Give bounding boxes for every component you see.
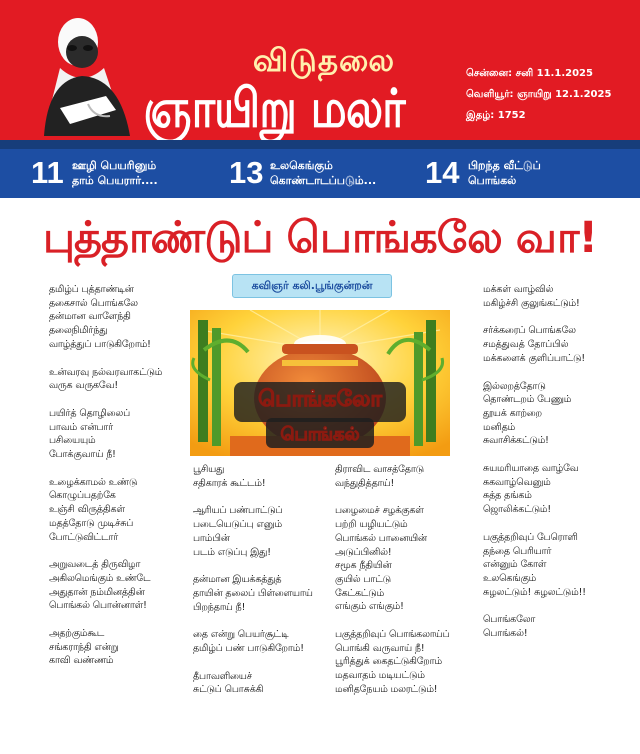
contents-item[interactable]: [31, 149, 211, 198]
poem-line: தீபாவளியைச்: [193, 670, 252, 682]
poem-line: அதற்கும்கூட: [49, 628, 105, 640]
poem-line: பழைமைச் சழக்குகள்: [335, 505, 424, 517]
poem-line: கேட்கட்டும்: [335, 587, 385, 599]
poem-line: குயில் பாட்டு: [335, 573, 391, 585]
poem-line: பகுத்தறிவுப் பொங்கலாய்ப்: [335, 629, 450, 641]
contents-item[interactable]: [425, 149, 605, 198]
poem-line: மக்களைக் குளிப்பாட்டு!: [483, 352, 586, 364]
contents-title: உலகெங்கும் கொண்டாடப்படும்...: [270, 159, 377, 187]
poem-line: சதிகாரக் கூட்டம்!: [193, 477, 266, 489]
poem-line: தன்மான வாளேந்தி: [49, 311, 131, 323]
poem-line: பொங்கல் பானையின்: [335, 532, 427, 544]
poem-line: படம் எடுப்பு இது!: [193, 546, 271, 558]
headline: புத்தாண்டுப் பொங்கலே வா!: [42, 213, 598, 263]
poem-column-4: [483, 283, 633, 655]
contents-page-number: 11: [31, 155, 64, 190]
poem-line: மனிதநேயம் மலரட்டும்!: [335, 683, 438, 695]
contents-title: பிறந்த வீட்டுப் பொங்கல்: [468, 159, 541, 187]
masthead: [0, 0, 640, 140]
poem-line: பூசியது: [193, 464, 225, 475]
poem-line: போட்டுவிட்டார்: [49, 531, 119, 543]
poem-stanza: [483, 613, 633, 640]
poem-line: அறுவடைத் திருவிழா: [49, 559, 141, 571]
poem-stanza: [193, 573, 333, 614]
poem-line: சுயமரியாதை வாழ்வே: [483, 463, 579, 475]
poem-line: திராவிட வாசத்தோடு: [335, 464, 424, 475]
poem-line: மகிழ்ச்சி குலுங்கட்டும்!: [483, 297, 580, 309]
poem-stanza: [49, 558, 209, 613]
poem-line: மதத்தோடு முடிச்சுப்: [49, 517, 134, 529]
poem-line: சுகவாழ்வெனும்: [483, 476, 551, 488]
poem-stanza: [193, 670, 333, 697]
poem-stanza: [49, 627, 209, 668]
poem-line: சுழலட்டும்! சுழலட்டும்!!: [483, 586, 587, 598]
poem-line: என்னும் கோள்: [483, 559, 547, 571]
illustration-caption-bottom: பொங்கல்: [280, 424, 360, 445]
poem-line: பொங்கி வருவாய் நீ!: [335, 642, 425, 654]
poem-line: பயிர்த் தொழிலைப்: [49, 407, 131, 419]
poem-line: சங்கராந்தி என்று: [49, 641, 119, 653]
poem-line: சமத்துவத் தோப்பில்: [483, 339, 569, 351]
poem-stanza: [49, 366, 209, 393]
poem-line: உன்வரவு நல்வரவாகட்டும்: [49, 366, 163, 378]
masthead-divider: [0, 140, 640, 149]
poem-stanza: [49, 476, 209, 545]
poem-line: பொங்கல்!: [483, 628, 528, 640]
poem-line: காவி வண்ணம்: [49, 655, 114, 667]
poem-line: சுவாசிக்கட்டும்!: [483, 435, 549, 447]
poem-line: தொண்டறம் பேணும்: [483, 394, 572, 406]
poem-line: எங்கும் எங்கும்!: [335, 601, 404, 613]
poem-line: படையெடுப்பு எனும்: [193, 519, 282, 531]
poem-line: சமூக நீதியின்: [335, 560, 392, 572]
poem-line: பூரித்துக் கைதட்டுகிறோம்: [335, 656, 442, 668]
poem-column-2: [193, 463, 333, 711]
edition-info: [466, 63, 634, 126]
poem-line: தன்மான இயக்கத்துத்: [193, 574, 282, 586]
poem-line: பொங்கலோ: [483, 614, 536, 626]
poem-stanza: [193, 628, 333, 655]
poem-stanza: [483, 380, 633, 449]
poem-line: உஞ்சி விருத்திகள்: [49, 504, 125, 516]
poem-stanza: [49, 283, 209, 352]
poem-line: அடுப்பினில்!: [335, 546, 392, 558]
poem-line: வருக வருகவே!: [49, 380, 119, 392]
poem-stanza: [335, 504, 465, 614]
poem-column-3: [335, 463, 465, 711]
contents-item[interactable]: [229, 149, 409, 198]
poem-line: சுட்டுப் பொசுக்கி: [193, 684, 264, 696]
poem-line: தமிழ்ப் பண் பாடுகிறோம்!: [193, 643, 304, 655]
poem-line: தூயக் காற்றை: [483, 407, 542, 419]
poem-line: வாழ்த்துப் பாடுகிறோம்!: [49, 338, 151, 350]
poem-line: போக்குவாய் நீ!: [49, 449, 116, 461]
contents-strip: [0, 149, 640, 198]
poem-line: உலகெங்கும்: [483, 572, 537, 584]
poem-stanza: [193, 463, 333, 490]
poem-line: சுத்த தங்கம்: [483, 490, 532, 502]
poem-line: கொழுப்பதற்கே: [49, 490, 116, 502]
poem-stanza: [193, 504, 333, 559]
poem-line: பிறந்தாய் நீ!: [193, 601, 246, 613]
poem-stanza: [335, 463, 465, 490]
poem-line: பாம்பின்: [193, 532, 230, 544]
poem-stanza: [335, 628, 465, 697]
poem-line: ஜொலிக்கட்டும்!: [483, 504, 552, 516]
poem-line: பகுத்தறிவுப் பேரொளி: [483, 531, 578, 543]
edition-chennai: சென்னை: சனி 11.1.2025: [466, 68, 593, 79]
poem-line: பசியையும்: [49, 435, 96, 447]
poem-line: ஆரியப் பண்பாட்டுப்: [193, 505, 283, 517]
poem-line: மதவாதம் மடியட்டும்: [335, 670, 425, 682]
poem-line: இல்லறத்தோடு: [483, 380, 546, 392]
poem-line: தகைசால் பொங்கலே: [49, 297, 138, 309]
poem-line: மனிதம்: [483, 421, 516, 433]
poem-stanza: [49, 407, 209, 462]
edition-outstation: வெளியூர்: ஞாயிறு 12.1.2025: [466, 89, 612, 100]
poem-stanza: [483, 462, 633, 517]
pongal-illustration: [190, 310, 450, 456]
poem-line: அதுதான் நம்மினத்தின்: [49, 586, 145, 598]
poem-stanza: [483, 324, 633, 365]
poem-line: தந்தை பெரியார்: [483, 545, 552, 557]
poem-line: சர்க்கரைப் பொங்கலே: [483, 325, 576, 337]
poem-line: மக்கள் வாழ்வில்: [483, 284, 554, 295]
contents-title: ஊழி பெயரினும் தாம் பெயரார்....: [72, 159, 158, 187]
poem-line: தாயின் தலைப் பிள்ளையாய்: [193, 587, 313, 599]
masthead-title-big: ஞாயிறு மலர்: [143, 76, 405, 140]
issue-number: இதழ்: 1752: [466, 110, 526, 121]
poem-line: உழைக்காமல் உண்டு: [49, 476, 138, 488]
poem-column-1: [49, 283, 209, 682]
poem-stanza: [483, 283, 633, 310]
poem-line: பற்றி யழியட்டும்: [335, 519, 408, 531]
poem-line: பொங்கல் பொன்னாள்!: [49, 600, 147, 612]
poem-line: பாவம் என்பார்: [49, 421, 114, 433]
poem-line: அகிலமெங்கும் உண்டே: [49, 572, 151, 584]
masthead-title-small: விடுதலை: [252, 43, 396, 79]
poem-line: வந்துதித்தாய்!: [335, 477, 395, 489]
contents-page-number: 13: [229, 155, 264, 190]
poem-stanza: [483, 531, 633, 600]
poem-line: தை என்று பெயர்சூட்டி: [193, 629, 289, 641]
illustration-caption-top: பொங்கலோ: [258, 387, 382, 412]
poem-line: தலைநிமிர்ந்து: [49, 325, 108, 337]
author-byline: கவிஞர் கலி.பூங்குன்றன்: [232, 274, 392, 298]
contents-page-number: 14: [425, 155, 460, 190]
poem-line: தமிழ்ப் புத்தாண்டின்: [49, 284, 134, 295]
